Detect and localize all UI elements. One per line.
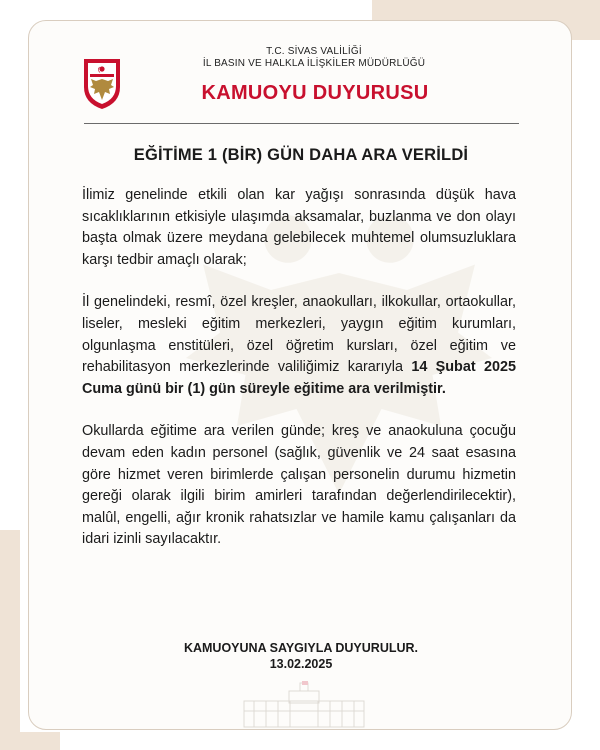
org-line-2: İL BASIN VE HALKLA İLİŞKİLER MÜDÜRLÜĞÜ xyxy=(202,58,426,69)
government-building-icon xyxy=(234,681,374,729)
paragraph-2-emphasis: 14 Şubat 2025 Cuma günü bir (1) gün süreyle eğitime ara verilmiştir. xyxy=(82,359,516,397)
header xyxy=(29,21,571,121)
paragraph-2 xyxy=(82,292,516,400)
announcement-date: 13.02.2025 xyxy=(269,657,333,671)
background-accent-bottom-left-base xyxy=(0,732,60,750)
headline: EĞİTİME 1 (BİR) GÜN DAHA ARA VERİLDİ xyxy=(133,146,469,164)
announcement-title: KAMUOYU DUYURUSU xyxy=(201,82,429,104)
paragraph-3: Okullarda eğitime ara verilen günde; kreş ve anaokuluna çocuğu devam eden kadın personel (sağlık, güvenlik ve 24 saat esasına göre hizmet veren birimlerde çalışan personelin durumu hizmetin gereği olarak ilgili birim amirleri tarafından değerlendirilecektir), malûl, engelli, ağır kronik rahatsızlar ve hamile kamu çalışanları da idari izinli sayılacaktır. xyxy=(82,423,516,548)
announcement-body xyxy=(82,185,516,572)
paragraph-1: İlimiz genelinde etkili olan kar yağışı sonrasında düşük hava sıcaklıklarının etkisiyle ulaşımda aksamalar, buzlanma ve don olayı başta olmak üzere meydana gelebilecek muhtemel olumsuzluklara karşı tedbir amaçlı olarak; xyxy=(82,187,516,268)
background-accent-bottom-left xyxy=(0,530,20,750)
closing-statement: KAMUOYUNA SAYGIYLA DUYURULUR. xyxy=(183,641,419,655)
org-line-1: T.C. SİVAS VALİLİĞİ xyxy=(266,46,362,57)
organization-name xyxy=(179,46,449,70)
sivas-governorship-crest-icon xyxy=(81,53,123,111)
divider xyxy=(84,123,519,124)
announcement-card xyxy=(28,20,572,730)
paragraph-2-text: İl genelindeki, resmî, özel kreşler, anaokulları, ilkokullar, ortaokullar, liseler, mesleki eğitim merkezleri, yaygın eğitim kurumları, olgunlaşma enstitüleri, özel öğretim kursları, özel eğitim ve rehabilitasyon merkezlerinde valiliğimiz kararıyla xyxy=(82,294,516,376)
